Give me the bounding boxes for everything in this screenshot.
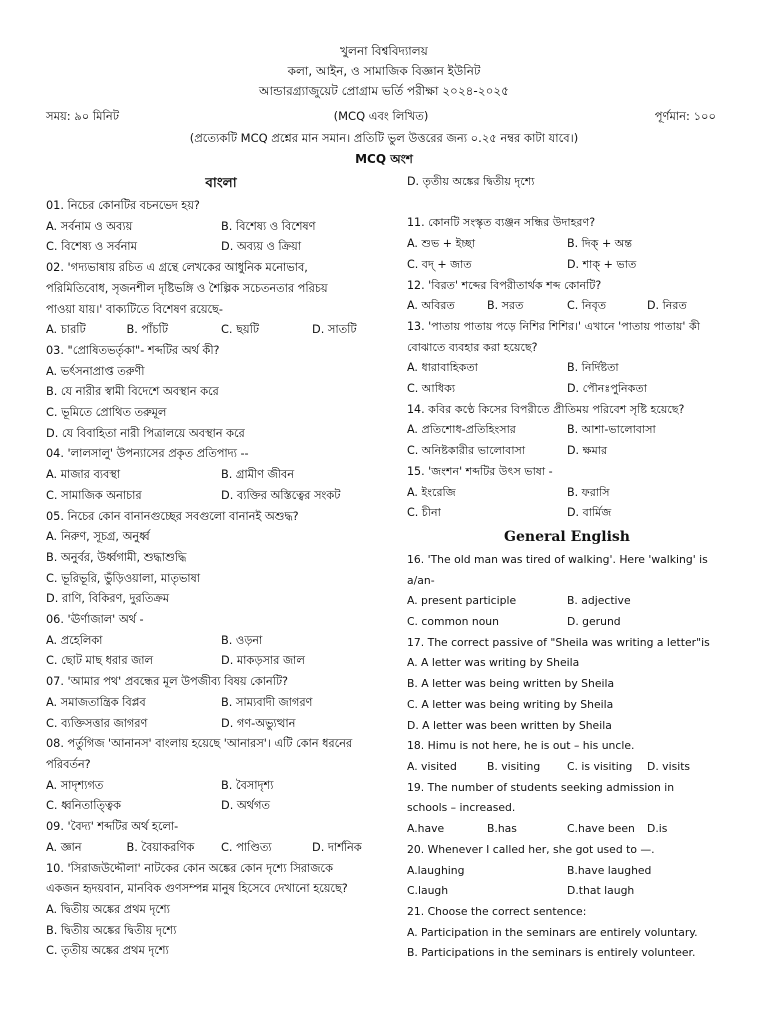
option: C. ভূমিতে প্রোথিত তরুমূল <box>46 406 167 420</box>
option: A.laughing <box>407 863 465 877</box>
option: D. পৌনঃপুনিকতা <box>567 382 647 396</box>
option: B. দ্বিতীয় অঙ্কের দ্বিতীয় দৃশ্যে <box>46 923 177 937</box>
option: D. গণ-অভ্যুত্থান <box>221 716 296 730</box>
options-2 <box>46 320 396 341</box>
option: C. সামাজিক অনাচার <box>46 488 142 502</box>
option: C. নিবৃত <box>567 299 607 313</box>
options-12 <box>407 296 727 317</box>
question-19-line-1: 19. The number of students seeking admission in <box>407 780 675 794</box>
option: B. আশা-ভালোবাসা <box>567 423 656 437</box>
option: D. বার্মিজ <box>567 506 612 520</box>
question-18: 18. Himu is not here, he is out – his uncle. <box>407 739 635 753</box>
options-8a <box>46 776 396 797</box>
option: B. সাম্যবাদী জাগরণ <box>221 695 313 709</box>
option: B. বিশেষ্য ও বিশেষণ <box>221 219 316 233</box>
option: B. visiting <box>487 759 541 773</box>
option: D. মাকড়সার জাল <box>221 654 305 668</box>
question-10-line-2: একজন হৃদয়বান, মানবিক গুণসম্পন্ন মানুষ হিসেবে দেখানো হয়েছে? <box>46 882 348 896</box>
option: C. ভূরিভূরি, ভুঁড়িওয়ালা, মাতৃভাষা <box>46 571 201 585</box>
exam-meta <box>46 108 716 128</box>
question-16-line-2: a/an- <box>407 573 435 587</box>
option: C. is visiting <box>567 759 633 773</box>
option: A. প্রতিশোধ-প্রতিহিংসার <box>407 423 516 437</box>
option: C. ব্যক্তিসত্তার জাগরণ <box>46 716 148 730</box>
options-19 <box>407 819 727 840</box>
options-9 <box>46 838 396 859</box>
option: C. তৃতীয় অঙ্কের প্রথম দৃশ্যে <box>46 944 169 958</box>
options-13a <box>407 358 727 379</box>
question-13-line-1: 13. 'পাতায় পাতায় পড়ে নিশির শিশির।' এখানে 'পাতায় পাতায়' কী <box>407 319 700 333</box>
marking-instruction: (প্রত্যেকটি MCQ প্রশ্নের মান সমান। প্রতিটি ভুল উত্তরের জন্য ০.২৫ নম্বর কাটা যাবে।) <box>189 131 579 145</box>
option: B. নির্দিষ্টতা <box>567 361 619 375</box>
option: A. মাজার ব্যবস্থা <box>46 468 121 482</box>
option: A. ইংরেজি <box>407 485 456 499</box>
options-11b <box>407 255 727 276</box>
options-18 <box>407 757 727 778</box>
option: A. ধারাবাহিকতা <box>407 361 478 375</box>
section-title: MCQ অংশ <box>355 152 413 166</box>
option: D. সাতটি <box>312 323 357 337</box>
option: C. পাণ্ডিত্য <box>221 840 272 854</box>
option: D. যে বিবাহিতা নারী পিত্রালয়ে অবস্থান করে <box>46 426 245 440</box>
option: C. আধিক্য <box>407 382 456 396</box>
option: C. বিশেষ্য ও সর্বনাম <box>46 240 137 254</box>
question-21: 21. Choose the correct sentence: <box>407 904 587 918</box>
exam-format: (MCQ এবং লিখিত) <box>333 109 429 123</box>
option: A. জ্ঞান <box>46 840 82 854</box>
option: D.that laugh <box>567 884 635 898</box>
exam-header <box>0 41 768 101</box>
option: B.has <box>487 822 517 836</box>
options-6b <box>46 651 396 672</box>
option: C. common noun <box>407 615 499 629</box>
option: B. সরত <box>487 299 524 313</box>
question-2-line-2: পরিমিতিবোধ, সৃজনশীল দৃষ্টিভঙ্গি ও শৈল্পিক সচেতনতার পরিচয় <box>46 281 328 295</box>
question-15: 15. 'জংশন' শব্দটির উৎস ভাষা - <box>407 464 553 478</box>
exam-title: আন্ডারগ্র্যাজুয়েট প্রোগ্রাম ভর্তি পরীক্ষা ২০২৪-২০২৫ <box>259 84 509 98</box>
options-8b <box>46 796 396 817</box>
option: D. রাণি, বিকিরণ, দুরতিক্রম <box>46 592 170 606</box>
option: C. A letter was being writing by Sheila <box>407 697 614 711</box>
option: A. চারটি <box>46 323 86 337</box>
option: B. বৈসাদৃশ্য <box>221 778 274 792</box>
option: C. অনিষ্টকারীর ভালোবাসা <box>407 444 526 458</box>
option: D. ব্যক্তির অস্তিত্বের সংকট <box>221 488 341 502</box>
options-7b <box>46 714 396 735</box>
option: A. নিরুণ, সূচগ্র, অনুর্ধ্ব <box>46 530 150 544</box>
option: D. অর্থগত <box>221 799 270 813</box>
option: A. দ্বিতীয় অঙ্কের প্রথম দৃশ্যে <box>46 902 170 916</box>
question-2-line-1: 02. 'গদ্যভাষায় রচিত এ গ্রন্থে লেখকের আধুনিক মনোভাব, <box>46 261 308 275</box>
options-13b <box>407 379 727 400</box>
unit-name: কলা, আইন, ও সামাজিক বিজ্ঞান ইউনিট <box>287 64 481 78</box>
options-15b <box>407 503 727 524</box>
question-12: 12. 'বিরত' শব্দের বিপরীতার্থক শব্দ কোনটি? <box>407 278 602 292</box>
question-8-line-1: 08. পর্তুগিজ 'আনানস' বাংলায় হয়েছে 'আনারস'। এটি কোন ধরনের <box>46 737 353 751</box>
option: D. নিরত <box>647 299 687 313</box>
question-9: 09. 'বৈদ্য' শব্দটির অর্থ হলো- <box>46 820 179 834</box>
option: D.is <box>647 822 668 836</box>
option: B. A letter was being written by Sheila <box>407 677 615 691</box>
question-3: 03. "প্রোষিতভর্তৃকা"- শব্দটির অর্থ কী? <box>46 343 220 357</box>
option: D. অব্যয় ও ক্রিয়া <box>221 240 301 254</box>
question-2-line-3: পাওয়া যায়।' বাক্যটিতে বিশেষণ রয়েছে- <box>46 302 223 316</box>
option: B. অনুর্বর, উর্ধ্বগামী, শুদ্ধাশুদ্ধি <box>46 550 187 564</box>
question-11: 11. কোনটি সংস্কৃত ব্যঞ্জন সন্ধির উদাহরণ? <box>407 216 596 230</box>
options-14a <box>407 420 727 441</box>
option: A. present participle <box>407 594 517 608</box>
question-8-line-2: পরিবর্তন? <box>46 757 91 771</box>
option: B. পাঁচটি <box>126 323 168 337</box>
spacer <box>407 193 727 214</box>
bangla-heading: বাংলা <box>205 175 237 191</box>
option: B. বৈয়াকরণিক <box>126 840 195 854</box>
english-section <box>407 550 727 964</box>
options-16b <box>407 612 727 633</box>
option: A. ভর্ৎসনাপ্রাপ্ত তরুণী <box>46 364 145 378</box>
options-15a <box>407 483 727 504</box>
right-column <box>407 172 727 964</box>
option: C. ছয়টি <box>221 323 259 337</box>
option: D. visits <box>647 759 691 773</box>
question-1: 01. নিচের কোনটির বচনভেদ হয়? <box>46 199 200 212</box>
option: B. যে নারীর স্বামী বিদেশে অবস্থান করে <box>46 385 219 399</box>
question-14: 14. কবির কণ্ঠে কিসের বিপরীতে প্রীতিময় পরিবেশ সৃষ্টি হয়েছে? <box>407 402 685 416</box>
options-7a <box>46 693 396 714</box>
question-17: 17. The correct passive of "Sheila was writing a letter"is <box>407 635 710 649</box>
option: A. শুভ + ইচ্ছা <box>407 237 476 251</box>
options-6a <box>46 631 396 652</box>
option: C. চীনা <box>407 506 441 520</box>
option: D. শাক্ + ভাত <box>567 257 637 271</box>
option: A. সর্বনাম ও অব্যয় <box>46 219 133 233</box>
option: A. অবিরত <box>407 299 455 313</box>
english-heading: General English <box>504 528 630 545</box>
option: C. ছোট মাছ ধরার জাল <box>46 654 153 668</box>
option: C. ধ্বনিতাত্ত্বিক <box>46 799 121 813</box>
exam-marks: পূর্ণমান: ১০০ <box>654 109 716 123</box>
option: A. সমাজতান্ত্রিক বিপ্লব <box>46 695 146 709</box>
option: A. প্রহেলিকা <box>46 633 103 647</box>
exam-time: সময়: ৯০ মিনিট <box>46 109 119 123</box>
option: B. ফরাসি <box>567 485 610 499</box>
option: B. দিক্ + অন্ত <box>567 237 633 251</box>
question-7: 07. 'আমার পথ' প্রবন্ধের মূল উপজীব্য বিষয় কোনটি? <box>46 675 289 689</box>
question-19-line-2: schools – increased. <box>407 801 516 815</box>
question-20: 20. Whenever I called her, she got used to —. <box>407 842 655 856</box>
left-column <box>46 172 396 962</box>
options-1b <box>46 237 396 258</box>
option: B. Participations in the seminars is entirely volunteer. <box>407 946 696 960</box>
option: C.have been <box>567 822 635 836</box>
options-20b <box>407 881 727 902</box>
option: A. visited <box>407 759 457 773</box>
question-6: 06. 'ঊর্ণাজাল' অর্থ - <box>46 613 144 627</box>
university-name: খুলনা বিশ্ববিদ্যালয় <box>340 44 428 58</box>
option: D. A letter was been written by Sheila <box>407 718 612 732</box>
option: A. সাদৃশ্যগত <box>46 778 104 792</box>
option: D. ক্ষমার <box>567 444 608 458</box>
option: B. গ্রামীণ জীবন <box>221 468 294 482</box>
option: D. তৃতীয় অঙ্কের দ্বিতীয় দৃশ্যে <box>407 175 535 188</box>
option: A. A letter was writing by Sheila <box>407 656 580 670</box>
option: C. বদ্ + জাত <box>407 257 472 271</box>
options-16a <box>407 591 727 612</box>
options-14b <box>407 441 727 462</box>
option: D. দার্শনিক <box>312 840 362 854</box>
option: D. gerund <box>567 615 621 629</box>
option: A. Participation in the seminars are entirely voluntary. <box>407 925 698 939</box>
options-1a <box>46 217 396 238</box>
options-11a <box>407 234 727 255</box>
question-16-line-1: 16. 'The old man was tired of walking'. Here 'walking' is <box>407 552 708 566</box>
options-4b <box>46 486 396 507</box>
option: C.laugh <box>407 884 449 898</box>
question-10-line-1: 10. 'সিরাজউদ্দৌলা' নাটকের কোন অঙ্কের কোন দৃশ্যে সিরাজকে <box>46 861 333 875</box>
options-20a <box>407 861 727 882</box>
option: B.have laughed <box>567 863 652 877</box>
question-5: 05. নিচের কোন বানানগুচ্ছের সবগুলো বানানই অশুদ্ধ? <box>46 509 299 523</box>
option: B. adjective <box>567 594 631 608</box>
option: A.have <box>407 822 445 836</box>
option: B. ওড়না <box>221 633 263 647</box>
question-4: 04. 'লালসালু' উপন্যাসের প্রকৃত প্রতিপাদ্য -- <box>46 447 249 461</box>
options-4a <box>46 465 396 486</box>
question-13-line-2: বোঝাতে ব্যবহার করা হয়েছে? <box>407 340 538 354</box>
